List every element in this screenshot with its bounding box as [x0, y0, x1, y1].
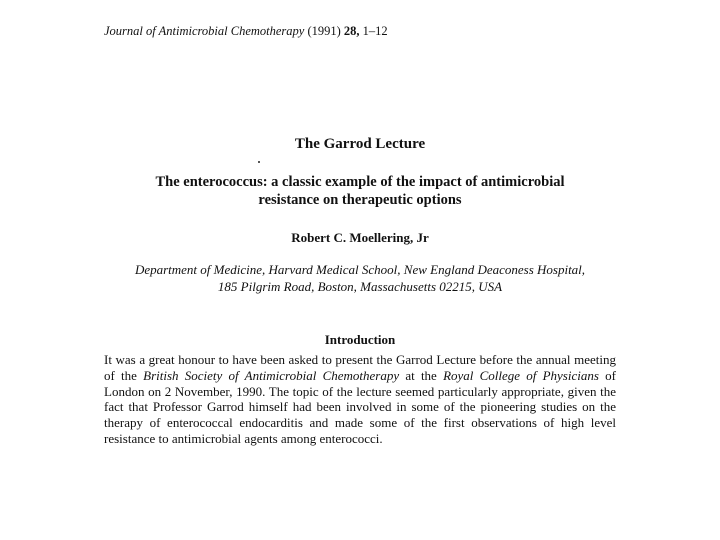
journal-volume: 28,	[343, 24, 360, 38]
paragraph-text-1: It was a great honour to have been asked to present the Garrod Lecture before the annual meeting of the	[104, 352, 616, 383]
paragraph-text-3: of London on 2 November, 1990. The topic of the lecture seemed particularly appropriate, given the fact that Professor Garrod himself had been involved in some of the pioneering studies on the therapy of enterococcal endocarditis and made some of the first observations of high level resistance to antimicrobial agents among enterococci.	[104, 367, 616, 446]
affiliation-line-1: Department of Medicine, Harvard Medical School, New England Deaconess Hospital,	[134, 262, 586, 277]
author-affiliation	[96, 261, 624, 295]
introduction-paragraph	[104, 352, 616, 447]
scan-speck	[258, 161, 260, 163]
journal-citation	[104, 24, 388, 39]
college-name: Royal College of Physicians	[443, 367, 599, 383]
journal-name: Journal of Antimicrobial Chemotherapy	[104, 24, 305, 38]
paragraph-text-2: at the	[399, 367, 444, 383]
article-title	[100, 173, 620, 209]
journal-pages: 1–12	[362, 24, 388, 38]
journal-year: (1991)	[307, 24, 341, 38]
society-name: British Society of Antimicrobial Chemotherapy	[143, 367, 400, 383]
article-title-line-1: The enterococcus: a classic example of the impact of antimicrobial	[155, 174, 565, 190]
lecture-title: The Garrod Lecture	[294, 136, 426, 152]
author-name: Robert C. Moellering, Jr	[291, 230, 429, 245]
article-title-line-2: resistance on therapeutic options	[258, 192, 462, 208]
affiliation-line-2: 185 Pilgrim Road, Boston, Massachusetts 02215, USA	[217, 279, 503, 294]
section-heading-introduction: Introduction	[324, 332, 396, 347]
